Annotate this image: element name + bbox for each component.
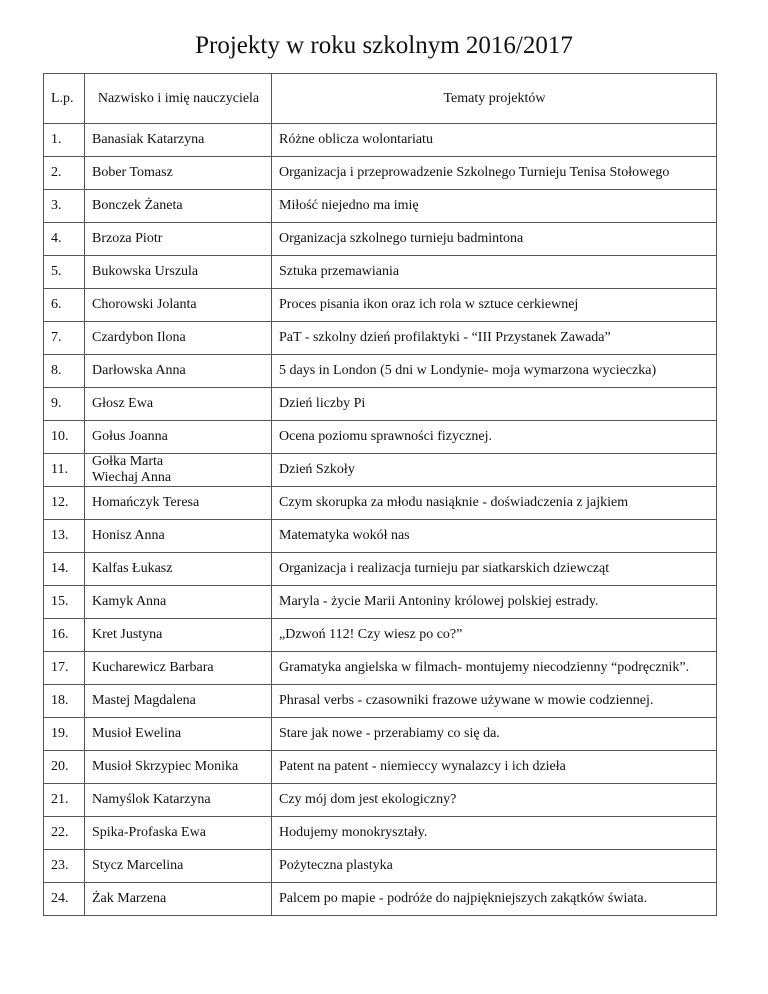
table-row — [44, 652, 717, 685]
project-topic: Hodujemy monokryształy. — [272, 817, 717, 850]
table-row — [44, 817, 717, 850]
table-row — [44, 487, 717, 520]
teacher-name: Czardybon Ilona — [85, 322, 272, 355]
teacher-name: Kalfas Łukasz — [85, 553, 272, 586]
table-row — [44, 883, 717, 916]
table-row — [44, 619, 717, 652]
table-row — [44, 421, 717, 454]
project-topic: Czym skorupka za młodu nasiąknie - doświadczenia z jajkiem — [272, 487, 717, 520]
table-row — [44, 784, 717, 817]
table-row — [44, 751, 717, 784]
teacher-name: Musioł Ewelina — [85, 718, 272, 751]
table-row — [44, 289, 717, 322]
table-row — [44, 850, 717, 883]
table-row — [44, 586, 717, 619]
project-topic: Matematyka wokół nas — [272, 520, 717, 553]
teacher-name: Namyślok Katarzyna — [85, 784, 272, 817]
header-lp: L.p. — [44, 74, 85, 124]
project-topic: Sztuka przemawiania — [272, 256, 717, 289]
project-topic: Organizacja i realizacja turnieju par siatkarskich dziewcząt — [272, 553, 717, 586]
page-title: Projekty w roku szkolnym 2016/2017 — [195, 32, 573, 59]
row-number: 10. — [44, 421, 85, 454]
row-number: 22. — [44, 817, 85, 850]
teacher-name: Honisz Anna — [85, 520, 272, 553]
table-row — [44, 685, 717, 718]
teacher-name: Gołus Joanna — [85, 421, 272, 454]
teacher-name: Spika-Profaska Ewa — [85, 817, 272, 850]
teacher-name: Homańczyk Teresa — [85, 487, 272, 520]
project-topic: Palcem po mapie - podróże do najpiękniejszych zakątków świata. — [272, 883, 717, 916]
teacher-name: Bukowska Urszula — [85, 256, 272, 289]
table-header-row — [44, 74, 717, 124]
row-number: 8. — [44, 355, 85, 388]
projects-table — [43, 73, 717, 916]
teacher-name: Musioł Skrzypiec Monika — [85, 751, 272, 784]
teacher-name: Mastej Magdalena — [85, 685, 272, 718]
row-number: 9. — [44, 388, 85, 421]
teacher-name: Głosz Ewa — [85, 388, 272, 421]
teacher-name: Kamyk Anna — [85, 586, 272, 619]
project-topic: Patent na patent - niemieccy wynalazcy i ich dzieła — [272, 751, 717, 784]
project-topic: Proces pisania ikon oraz ich rola w sztuce cerkiewnej — [272, 289, 717, 322]
row-number: 5. — [44, 256, 85, 289]
teacher-name: Brzoza Piotr — [85, 223, 272, 256]
row-number: 6. — [44, 289, 85, 322]
project-topic: Gramatyka angielska w filmach- montujemy niecodzienny “podręcznik”. — [272, 652, 717, 685]
table-body — [44, 124, 717, 916]
row-number: 14. — [44, 553, 85, 586]
table-row — [44, 256, 717, 289]
table-row — [44, 124, 717, 157]
teacher-name: Żak Marzena — [85, 883, 272, 916]
row-number: 18. — [44, 685, 85, 718]
table-row — [44, 454, 717, 487]
row-number: 7. — [44, 322, 85, 355]
row-number: 2. — [44, 157, 85, 190]
project-topic: Dzień liczby Pi — [272, 388, 717, 421]
row-number: 23. — [44, 850, 85, 883]
project-topic: Ocena poziomu sprawności fizycznej. — [272, 421, 717, 454]
row-number: 1. — [44, 124, 85, 157]
teacher-name: Stycz Marcelina — [85, 850, 272, 883]
table-row — [44, 718, 717, 751]
row-number: 21. — [44, 784, 85, 817]
table-row — [44, 355, 717, 388]
teacher-name: Bonczek Żaneta — [85, 190, 272, 223]
teacher-name: Darłowska Anna — [85, 355, 272, 388]
row-number: 3. — [44, 190, 85, 223]
row-number: 4. — [44, 223, 85, 256]
table-row — [44, 157, 717, 190]
project-topic: Pożyteczna plastyka — [272, 850, 717, 883]
header-teacher-name: Nazwisko i imię nauczyciela — [85, 74, 272, 124]
project-topic: Miłość niejedno ma imię — [272, 190, 717, 223]
project-topic: Organizacja szkolnego turnieju badmintona — [272, 223, 717, 256]
teacher-name: Bober Tomasz — [85, 157, 272, 190]
row-number: 20. — [44, 751, 85, 784]
project-topic: Różne oblicza wolontariatu — [272, 124, 717, 157]
row-number: 16. — [44, 619, 85, 652]
row-number: 13. — [44, 520, 85, 553]
project-topic: Maryla - życie Marii Antoniny królowej polskiej estrady. — [272, 586, 717, 619]
table-row — [44, 553, 717, 586]
project-topic: PaT - szkolny dzień profilaktyki - “III Przystanek Zawada” — [272, 322, 717, 355]
project-topic: Czy mój dom jest ekologiczny? — [272, 784, 717, 817]
teacher-name: Kucharewicz Barbara — [85, 652, 272, 685]
row-number: 12. — [44, 487, 85, 520]
project-topic: 5 days in London (5 dni w Londynie- moja wymarzona wycieczka) — [272, 355, 717, 388]
teacher-name: Chorowski Jolanta — [85, 289, 272, 322]
table-row — [44, 223, 717, 256]
row-number: 15. — [44, 586, 85, 619]
project-topic: „Dzwoń 112! Czy wiesz po co?” — [272, 619, 717, 652]
project-topic: Stare jak nowe - przerabiamy co się da. — [272, 718, 717, 751]
project-topic: Dzień Szkoły — [272, 454, 717, 487]
header-project-topics: Tematy projektów — [272, 74, 717, 124]
row-number: 24. — [44, 883, 85, 916]
row-number: 17. — [44, 652, 85, 685]
table-row — [44, 520, 717, 553]
row-number: 19. — [44, 718, 85, 751]
row-number: 11. — [44, 454, 85, 487]
project-topic: Organizacja i przeprowadzenie Szkolnego Turnieju Tenisa Stołowego — [272, 157, 717, 190]
table-row — [44, 322, 717, 355]
teacher-name: Banasiak Katarzyna — [85, 124, 272, 157]
table-row — [44, 190, 717, 223]
project-topic: Phrasal verbs - czasowniki frazowe używane w mowie codziennej. — [272, 685, 717, 718]
teacher-name: Kret Justyna — [85, 619, 272, 652]
table-row — [44, 388, 717, 421]
teacher-name: Gołka Marta Wiechaj Anna — [85, 454, 272, 487]
